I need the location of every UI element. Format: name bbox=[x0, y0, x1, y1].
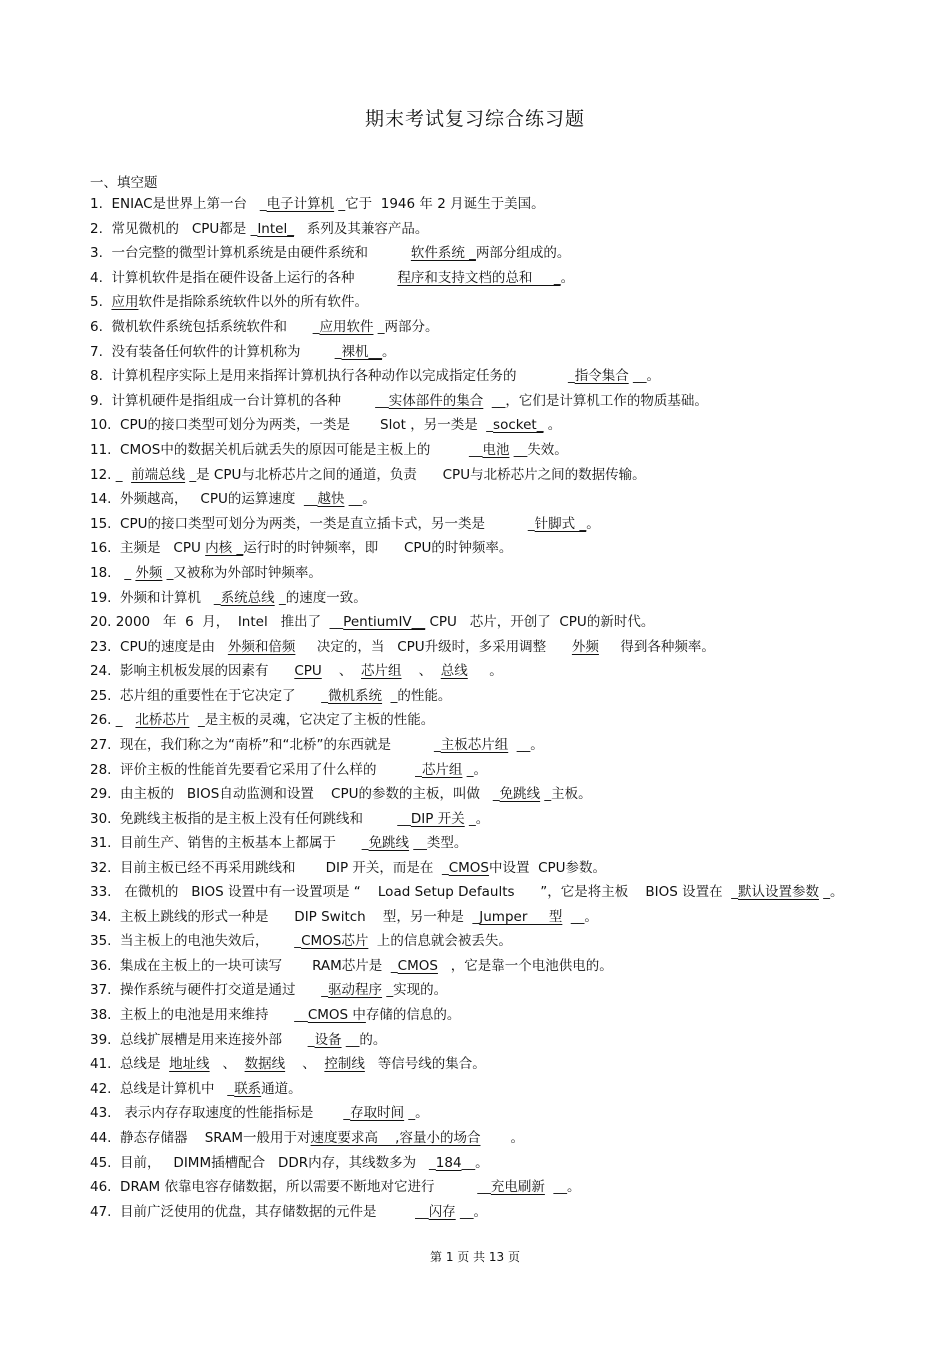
question-text: 、 bbox=[285, 1056, 325, 1073]
question-item bbox=[90, 290, 870, 315]
question-text: 4. 计算机软件是指在硬件设备上运行的各种 bbox=[90, 269, 398, 286]
question-text: 15. CPU的接口类型可划分为两类，一类是直立插卡式，另一类是 _ bbox=[90, 515, 535, 532]
question-item bbox=[90, 659, 870, 684]
question-text: 。 bbox=[543, 417, 562, 434]
question-text: _主板。 bbox=[540, 786, 592, 803]
question-text: 决定的，当 CPU升级时，多采用调整 bbox=[295, 638, 572, 655]
question-text: 20. 2000 年 6 月， Intel 推出了 __ bbox=[90, 614, 344, 631]
answer-blank: 设备 bbox=[314, 1031, 342, 1048]
question-text: 26. _ bbox=[90, 712, 136, 729]
answer-blank: 应用软件 bbox=[319, 318, 374, 335]
question-text: 35. 当主板上的电池失效后， _ bbox=[90, 933, 302, 950]
answer-blank: CMOS 中 bbox=[307, 1007, 366, 1023]
question-item bbox=[90, 807, 870, 832]
question-text: 。 bbox=[467, 663, 503, 680]
question-item bbox=[90, 536, 870, 561]
question-item bbox=[90, 610, 870, 635]
answer-blank: Intel_ bbox=[257, 220, 294, 237]
answer-blank: 实体部件的集合 bbox=[388, 392, 484, 409]
question-text: 29. 由主板的 BIOS自动监测和设置 CPU的参数的主板，叫做 _ bbox=[90, 786, 500, 803]
answer-blank: 数据线 bbox=[244, 1056, 286, 1073]
question-item bbox=[90, 364, 870, 389]
question-item bbox=[90, 241, 870, 266]
question-text: 16. 主频是 CPU bbox=[90, 540, 206, 557]
answer-blank: 免跳线 bbox=[368, 835, 410, 852]
question-text: 12. _ bbox=[90, 466, 132, 483]
question-text: __，它们是计算机工作的物质基础。 bbox=[483, 392, 708, 409]
question-text: __。 bbox=[508, 737, 544, 754]
question-text: 30. 免跳线主板指的是主板上没有任何跳线和 __ bbox=[90, 810, 411, 827]
question-item bbox=[90, 266, 870, 291]
question-text: 47. 目前广泛使用的优盘，其存储数据的元件是 __ bbox=[90, 1203, 429, 1220]
question-text: _是 CPU与北桥芯片之间的通道，负责 CPU与北桥芯片之间的数据传输。 bbox=[185, 466, 646, 483]
question-text: 通道。 bbox=[261, 1080, 302, 1097]
answer-blank: 免跳线 bbox=[499, 786, 541, 803]
question-text: _是主板的灵魂，它决定了主板的性能。 bbox=[189, 712, 435, 729]
question-item bbox=[90, 413, 870, 438]
question-text: 1. ENIAC是世界上第一台 _ bbox=[90, 196, 267, 212]
question-text: 两部分组成的。 bbox=[475, 245, 571, 262]
question-text: 45. 目前， DIMM插槽配合 DDR内存，其线数多为 _ bbox=[90, 1154, 436, 1171]
question-text: 28. 评价主板的性能首先要看它采用了什么样的 _ bbox=[90, 761, 422, 778]
question-item bbox=[90, 978, 870, 1003]
question-text: __类型。 bbox=[409, 835, 468, 852]
question-text: 37. 操作系统与硬件打交道是通过 _ bbox=[90, 982, 329, 999]
question-text: __。 bbox=[461, 1154, 489, 1171]
question-text: 34. 主板上跳线的形式一种是 DIP Switch 型，另一种是 _ bbox=[90, 908, 480, 925]
question-item bbox=[90, 929, 870, 954]
answer-blank: 充电刷新 bbox=[490, 1179, 545, 1196]
question-item bbox=[90, 1126, 870, 1151]
answer-blank: 联系 bbox=[234, 1080, 262, 1097]
question-item bbox=[90, 512, 870, 537]
question-text: 中设置 CPU参数。 bbox=[489, 860, 607, 877]
answer-blank: socket_ bbox=[493, 417, 544, 434]
question-text: 33. 在微机的 BIOS 设置中有一设置项是 “ Load Setup Defaults ”，它是将主板 BIOS 设置在 _ bbox=[90, 883, 738, 900]
question-text: 36. 集成在主板上的一块可读写 RAM芯片是 _ bbox=[90, 957, 398, 974]
question-text: 运行时的时钟频率，即 CPU的时钟频率。 bbox=[243, 540, 513, 557]
answer-blank: 主板芯片组 bbox=[440, 737, 509, 754]
answer-blank: Jumper 型 bbox=[479, 908, 563, 925]
question-text: _的速度一致。 bbox=[274, 589, 367, 606]
question-text: 、 bbox=[401, 663, 441, 680]
answer-blank: 系统总线 bbox=[220, 589, 275, 606]
answer-blank: 电子计算机 bbox=[266, 196, 335, 212]
question-text: 。 bbox=[480, 1129, 525, 1146]
answer-blank: CMOS bbox=[448, 860, 490, 877]
question-text: 存储的信息的。 bbox=[365, 1007, 461, 1023]
question-text: 46. DRAM 依靠电容存储数据，所以需要不断地对它进行 __ bbox=[90, 1179, 491, 1196]
question-text: 7. 没有装备任何软件的计算机称为 _ bbox=[90, 343, 342, 360]
answer-blank: 软件系统 _ bbox=[410, 245, 476, 262]
answer-blank: 默认设置参数 bbox=[738, 883, 819, 900]
question-text: __。 bbox=[544, 1179, 581, 1196]
question-item bbox=[90, 1077, 870, 1102]
question-item bbox=[90, 1175, 870, 1200]
answer-blank: DIP 开关 bbox=[410, 810, 465, 827]
question-text: 3. 一台完整的微型计算机系统是由硬件系统和 bbox=[90, 245, 411, 262]
answer-blank: 控制线 bbox=[324, 1056, 365, 1073]
question-text: 32. 目前主板已经不再采用跳线和 DIP 开关，而是在 _ bbox=[90, 860, 449, 877]
question-item bbox=[90, 881, 870, 904]
question-text: 14. 外频越高， CPU的运算速度 __ bbox=[90, 491, 318, 508]
question-text: 。 bbox=[382, 343, 396, 360]
question-text: 2. 常见微机的 CPU都是 _ bbox=[90, 220, 258, 237]
question-text: 42. 总线是计算机中 _ bbox=[90, 1080, 235, 1097]
answer-blank: 总线 bbox=[440, 663, 468, 680]
question-item bbox=[90, 438, 870, 463]
question-text: 41. 总线是 bbox=[90, 1056, 170, 1073]
question-text: 18. _ bbox=[90, 564, 136, 581]
question-text: _它于 1946 年 2 月诞生于美国。 bbox=[334, 196, 545, 212]
question-text: _实现的。 bbox=[382, 982, 448, 999]
question-list bbox=[90, 192, 870, 1224]
question-item bbox=[90, 1101, 870, 1126]
question-text: 43. 表示内存存取速度的性能指标是 _ bbox=[90, 1105, 351, 1122]
question-text: 24. 影响主机板发展的因素有 bbox=[90, 663, 295, 680]
answer-blank: CMOS bbox=[397, 957, 438, 974]
question-text: _。 bbox=[404, 1105, 429, 1122]
question-text: 44. 静态存储器 SRAM一般用于对 bbox=[90, 1129, 311, 1146]
question-item bbox=[90, 340, 870, 365]
answer-blank: 芯片组 bbox=[361, 663, 402, 680]
answer-blank: 地址线 bbox=[169, 1056, 210, 1073]
question-text: __。 bbox=[455, 1203, 487, 1220]
question-text: __的。 bbox=[341, 1031, 387, 1048]
question-text: _。 bbox=[464, 810, 490, 827]
question-item bbox=[90, 389, 870, 414]
answer-blank: 闪存 bbox=[428, 1203, 456, 1220]
answer-blank: 越快 bbox=[317, 491, 345, 508]
answer-blank: 184 bbox=[435, 1154, 462, 1171]
question-text: 31. 目前生产、销售的主板基本上都属于 _ bbox=[90, 835, 369, 852]
question-text: 9. 计算机硬件是指组成一台计算机的各种 __ bbox=[90, 392, 389, 409]
question-text: 8. 计算机程序实际上是用来指挥计算机执行各种动作以完成指定任务的 _ bbox=[90, 368, 575, 385]
question-text: __。 bbox=[628, 368, 661, 385]
question-item bbox=[90, 684, 870, 709]
question-text: 6. 微机软件系统包括系统软件和 _ bbox=[90, 318, 320, 335]
question-text: __。 bbox=[344, 491, 376, 508]
question-text: 10. CPU的接口类型可划分为两类，一类是 Slot ，另一类是 _ bbox=[90, 417, 494, 434]
question-text: 软件是指除系统软件以外的所有软件。 bbox=[138, 294, 368, 311]
answer-blank: 程序和支持文档的总和 _ bbox=[397, 269, 561, 286]
question-text: 等信号线的集合。 bbox=[364, 1056, 486, 1073]
question-item bbox=[90, 1200, 870, 1225]
question-item bbox=[90, 831, 870, 856]
question-item bbox=[90, 635, 870, 660]
question-item bbox=[90, 1003, 870, 1028]
question-item bbox=[90, 1151, 870, 1176]
question-item bbox=[90, 192, 870, 217]
question-text: 。 bbox=[560, 269, 575, 286]
answer-blank: CMOS芯片 bbox=[301, 933, 369, 950]
answer-blank: 驱动程序 bbox=[328, 982, 383, 999]
question-item bbox=[90, 217, 870, 242]
question-item bbox=[90, 905, 870, 930]
question-text: 5. bbox=[90, 294, 112, 311]
question-item bbox=[90, 561, 870, 586]
answer-blank: 裸机__ bbox=[341, 343, 383, 360]
answer-blank: 微机系统 bbox=[328, 687, 383, 704]
question-item bbox=[90, 758, 870, 783]
question-item bbox=[90, 586, 870, 611]
question-item bbox=[90, 463, 870, 488]
question-item bbox=[90, 315, 870, 340]
question-text: 38. 主板上的电池是用来维持 __ bbox=[90, 1007, 308, 1023]
question-text: 、 bbox=[209, 1056, 245, 1073]
question-text: 19. 外频和计算机 _ bbox=[90, 589, 221, 606]
question-text: _。 bbox=[462, 761, 487, 778]
question-text: 。 bbox=[586, 515, 600, 532]
page-footer: 第 1 页 共 13 页 bbox=[430, 1250, 520, 1264]
question-text: _又被称为外部时钟频率。 bbox=[162, 564, 322, 581]
answer-blank: 速度要求高 ,容量小的场合 bbox=[310, 1129, 481, 1146]
question-text: 25. 芯片组的重要性在于它决定了 _ bbox=[90, 687, 329, 704]
question-item bbox=[90, 487, 870, 512]
answer-blank: PentiumIV__ bbox=[343, 614, 426, 631]
question-text: 上的信息就会被丢失。 bbox=[368, 933, 512, 950]
answer-blank: 芯片组 bbox=[421, 761, 463, 778]
question-text: __。 bbox=[562, 908, 598, 925]
answer-blank: 外频和倍频 bbox=[227, 638, 296, 655]
question-text: 39. 总线扩展槽是用来连接外部 _ bbox=[90, 1031, 315, 1048]
answer-blank: 外频 bbox=[571, 638, 599, 655]
question-text: 23. CPU的速度是由 bbox=[90, 638, 228, 655]
answer-blank: 针脚式 _ bbox=[534, 515, 587, 532]
question-text: ，它是靠一个电池供电的。 bbox=[437, 957, 613, 974]
answer-blank: 电池 bbox=[482, 441, 510, 458]
question-item bbox=[90, 708, 870, 733]
question-text: _。 bbox=[819, 883, 844, 900]
question-text: 27. 现在，我们称之为“南桥”和“北桥”的东西就是 _ bbox=[90, 737, 441, 754]
question-text: 系列及其兼容产品。 bbox=[293, 220, 429, 237]
answer-blank: CPU bbox=[294, 663, 322, 680]
question-text: CPU 芯片，开创了 CPU的新时代。 bbox=[425, 614, 655, 631]
question-item bbox=[90, 954, 870, 979]
question-item bbox=[90, 733, 870, 758]
question-text: 得到各种频率。 bbox=[598, 638, 715, 655]
answer-blank: 存取时间 bbox=[350, 1105, 405, 1122]
section-heading: 一、填空题 bbox=[90, 175, 158, 191]
answer-blank: 指令集合 bbox=[574, 368, 629, 385]
answer-blank: 前端总线 bbox=[131, 466, 186, 483]
question-item bbox=[90, 856, 870, 881]
answer-blank: 外频 bbox=[135, 564, 163, 581]
answer-blank: 北桥芯片 bbox=[135, 712, 190, 729]
answer-blank: 内核 _ bbox=[205, 540, 244, 557]
question-text: _两部分。 bbox=[373, 318, 439, 335]
page-title: 期末考试复习综合练习题 bbox=[364, 108, 585, 130]
question-text: 、 bbox=[321, 663, 362, 680]
answer-blank: 应用 bbox=[111, 294, 139, 311]
question-item bbox=[90, 1028, 870, 1053]
question-item bbox=[90, 1052, 870, 1077]
question-text: _的性能。 bbox=[382, 687, 452, 704]
question-item bbox=[90, 782, 870, 807]
question-text: __失效。 bbox=[509, 441, 568, 458]
question-text: 11. CMOS中的数据关机后就丢失的原因可能是主板上的 __ bbox=[90, 441, 483, 458]
